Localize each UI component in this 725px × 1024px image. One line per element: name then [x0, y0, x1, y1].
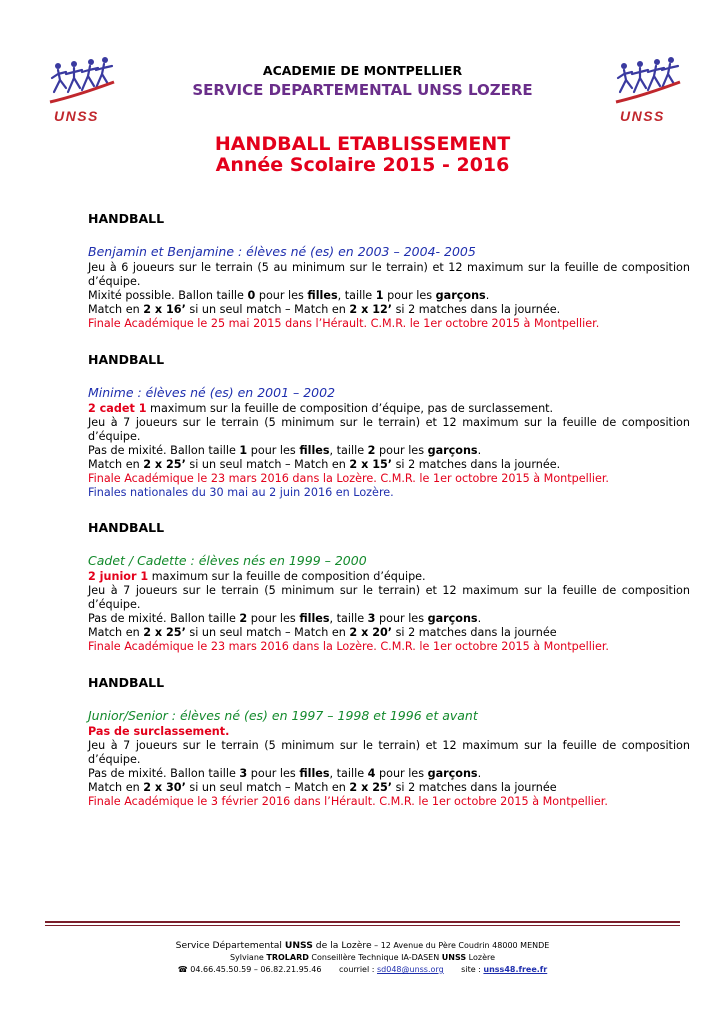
unss-runners-icon [612, 52, 684, 108]
school-year: Année Scolaire 2015 - 2016 [215, 154, 510, 176]
finale-info: Finale Académique le 25 mai 2015 dans l’Hérault. C.M.R. le 1er octobre 2015 à Montpellier. [88, 317, 600, 330]
players-rule: Jeu à 7 joueurs sur le terrain (5 minimum sur le terrain) et 12 maximum sur la feuille de composition d’équipe. [88, 739, 690, 766]
players-rule: Jeu à 6 joueurs sur le terrain (5 au minimum sur le terrain) et 12 maximum sur la feuille de composition d’équipe. [88, 261, 690, 288]
players-rule: Jeu à 7 joueurs sur le terrain (5 minimum sur le terrain) et 12 maximum sur la feuille de composition d’équipe. [88, 416, 690, 443]
finale-info: Finale Académique le 3 février 2016 dans l’Hérault. C.M.R. le 1er octobre 2015 à Montpellier. [88, 795, 608, 808]
category-title: Cadet / Cadette : élèves nés en 1999 – 2000 [88, 553, 367, 568]
mixity-rule: Mixité possible. Ballon taille 0 pour les filles, taille 1 pour les garçons. [88, 289, 490, 302]
match-duration-rule: Match en 2 x 30’ si un seul match – Match en 2 x 25’ si 2 matches dans la journée [88, 781, 557, 794]
section-junior-senior [88, 676, 690, 809]
service-heading: SERVICE DEPARTEMENTAL UNSS LOZERE [192, 81, 533, 99]
nationals-info: Finales nationales du 30 mai au 2 juin 2016 en Lozère. [88, 486, 394, 499]
finale-info: Finale Académique le 23 mars 2016 dans la Lozère. C.M.R. le 1er octobre 2015 à Montpellier. [88, 472, 609, 485]
match-duration-rule: Match en 2 x 16’ si un seul match – Match en 2 x 12’ si 2 matches dans la journée. [88, 303, 561, 316]
finale-info: Finale Académique le 23 mars 2016 dans la Lozère. C.M.R. le 1er octobre 2015 à Montpellier. [88, 640, 609, 653]
footer-contact-person: Sylviane TROLARD Conseillère Technique IA-DASEN UNSS Lozère [229, 953, 496, 962]
surclassement-rule: Pas de surclassement. [88, 725, 230, 738]
unss-logo-text: UNSS [620, 108, 665, 124]
phone-icon: ☎ [177, 965, 188, 974]
surclassement-rule: 2 junior 1 maximum sur la feuille de composition d’équipe. [88, 570, 426, 583]
unss-logo-text: UNSS [54, 108, 99, 124]
site-link[interactable]: unss48.free.fr [483, 965, 548, 974]
section-heading: HANDBALL [88, 352, 165, 367]
section-heading: HANDBALL [88, 520, 165, 535]
players-rule: Jeu à 7 joueurs sur le terrain (5 minimum sur le terrain) et 12 maximum sur la feuille de composition d’équipe. [88, 584, 690, 611]
section-heading: HANDBALL [88, 211, 165, 226]
mixity-rule: Pas de mixité. Ballon taille 3 pour les filles, taille 4 pour les garçons. [88, 767, 482, 780]
section-benjamin [88, 212, 690, 331]
academie-heading: ACADEMIE DE MONTPELLIER [262, 63, 463, 78]
category-title: Minime : élèves né (es) en 2001 – 2002 [88, 385, 336, 400]
footer-contact-details: ☎ 04.66.45.50.59 – 06.82.21.95.46 courriel : sd048@unss.org site : unss48.free.fr [177, 965, 548, 974]
page-title: HANDBALL ETABLISSEMENT [214, 133, 511, 155]
footer-divider [45, 921, 680, 923]
match-duration-rule: Match en 2 x 25’ si un seul match – Match en 2 x 15’ si 2 matches dans la journée. [88, 458, 561, 471]
category-title: Benjamin et Benjamine : élèves né (es) en 2003 – 2004- 2005 [88, 244, 476, 259]
unss-runners-icon [46, 52, 118, 108]
email-link[interactable]: sd048@unss.org [376, 965, 444, 974]
footer-divider-thin [45, 925, 680, 926]
mixity-rule: Pas de mixité. Ballon taille 2 pour les filles, taille 3 pour les garçons. [88, 612, 482, 625]
mixity-rule: Pas de mixité. Ballon taille 1 pour les filles, taille 2 pour les garçons. [88, 444, 482, 457]
section-minime [88, 353, 690, 500]
match-duration-rule: Match en 2 x 25’ si un seul match – Match en 2 x 20’ si 2 matches dans la journée [88, 626, 557, 639]
footer-address: Service Départemental UNSS de la Lozère – 12 Avenue du Père Coudrin 48000 MENDE [175, 940, 550, 951]
section-cadet [88, 521, 690, 654]
category-title: Junior/Senior : élèves né (es) en 1997 – 1998 et 1996 et avant [88, 708, 478, 723]
section-heading: HANDBALL [88, 675, 165, 690]
surclassement-rule: 2 cadet 1 maximum sur la feuille de composition d’équipe, pas de surclassement. [88, 402, 554, 415]
